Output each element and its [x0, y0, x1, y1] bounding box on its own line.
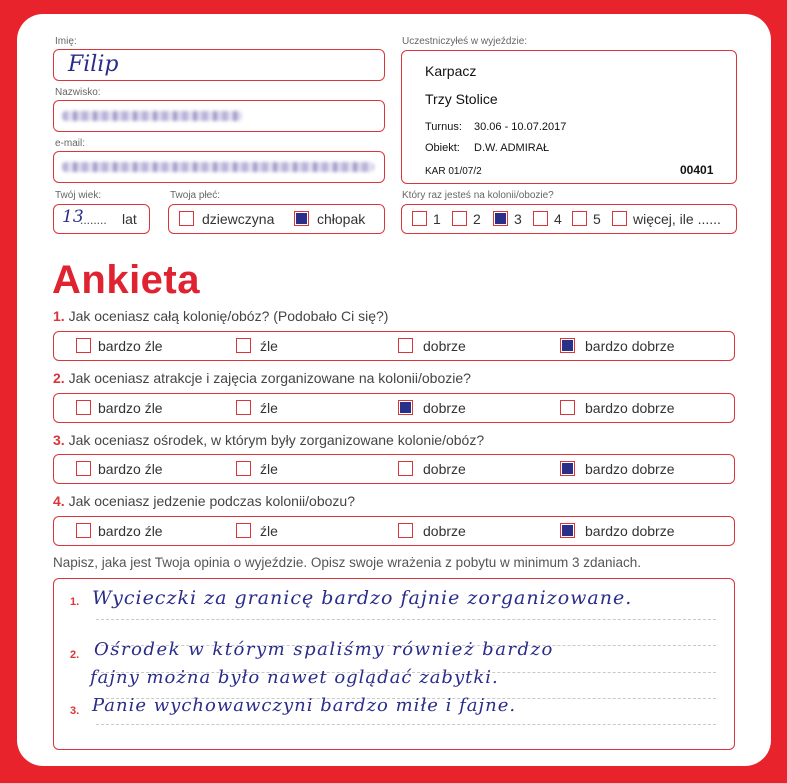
- q2-option-label-1: bardzo źle: [98, 400, 163, 416]
- turnus-label: Turnus:: [425, 121, 462, 133]
- q4-option-bardzo-dobrze[interactable]: [560, 523, 575, 538]
- q3-option-label-4: bardzo dobrze: [585, 461, 675, 477]
- q1-option-label-1: bardzo źle: [98, 338, 163, 354]
- first-name-label: Imię:: [55, 36, 77, 47]
- q3-option-bardzo-zle[interactable]: [76, 461, 91, 476]
- gender-female-checkbox[interactable]: [179, 211, 194, 226]
- q4-option-label-3: dobrze: [423, 523, 466, 539]
- obiekt-value: D.W. ADMIRAŁ: [474, 142, 550, 154]
- q4-option-label-4: bardzo dobrze: [585, 523, 675, 539]
- opinion-line-1-text: Wycieczki za granicę bardzo fajnie zorganizowane.: [92, 587, 633, 609]
- opinion-textarea[interactable]: [53, 578, 735, 750]
- age-dots: ........: [80, 213, 107, 227]
- times-4-label: 4: [554, 211, 562, 227]
- ruler-line-5: [96, 724, 716, 725]
- q4-option-zle[interactable]: [236, 523, 251, 538]
- question-4-number: 4.: [53, 493, 65, 509]
- question-4-options: [53, 516, 735, 546]
- gender-male-checkbox[interactable]: [294, 211, 309, 226]
- q3-option-label-2: źle: [260, 461, 278, 477]
- first-name-value: Filip: [68, 52, 119, 77]
- q1-option-label-3: dobrze: [423, 338, 466, 354]
- q2-option-label-2: źle: [260, 400, 278, 416]
- q3-option-bardzo-dobrze[interactable]: [560, 461, 575, 476]
- question-2-options: [53, 393, 735, 423]
- age-value: 13: [62, 207, 84, 227]
- q4-option-bardzo-zle[interactable]: [76, 523, 91, 538]
- opinion-line-2b-text: fajny można było nawet oglądać zabytki.: [90, 667, 499, 688]
- times-more-label: więcej, ile ......: [633, 211, 721, 227]
- q4-option-label-2: źle: [260, 523, 278, 539]
- times-2-label: 2: [473, 211, 481, 227]
- q2-option-bardzo-zle[interactable]: [76, 400, 91, 415]
- q3-option-zle[interactable]: [236, 461, 251, 476]
- opinion-prompt: Napisz, jaka jest Twoja opinia o wyjeździe. Opisz swoje wrażenia z pobytu w minimum 3 zdaniach.: [53, 555, 642, 570]
- times-4-checkbox[interactable]: [533, 211, 548, 226]
- gender-label: Twoja płeć:: [170, 190, 221, 201]
- trip-code: KAR 01/07/2: [425, 166, 482, 177]
- q1-option-zle[interactable]: [236, 338, 251, 353]
- form-number: 00401: [680, 163, 714, 177]
- question-2-number: 2.: [53, 370, 65, 386]
- q1-option-label-2: źle: [260, 338, 278, 354]
- survey-title: Ankieta: [52, 258, 200, 302]
- question-4: [53, 493, 355, 509]
- q2-option-bardzo-dobrze[interactable]: [560, 400, 575, 415]
- opinion-line-1-number: 1.: [70, 596, 80, 608]
- times-3-label: 3: [514, 211, 522, 227]
- age-unit: lat: [122, 211, 137, 227]
- times-2-checkbox[interactable]: [452, 211, 467, 226]
- times-1-checkbox[interactable]: [412, 211, 427, 226]
- question-3-text: Jak oceniasz ośrodek, w którym były zorganizowane kolonie/obóz?: [68, 432, 485, 448]
- times-5-checkbox[interactable]: [572, 211, 587, 226]
- q4-option-dobrze[interactable]: [398, 523, 413, 538]
- q2-option-zle[interactable]: [236, 400, 251, 415]
- q2-option-label-3: dobrze: [423, 400, 466, 416]
- last-name-label: Nazwisko:: [55, 87, 101, 98]
- q4-option-label-1: bardzo źle: [98, 523, 163, 539]
- q3-option-dobrze[interactable]: [398, 461, 413, 476]
- question-3-options: [53, 454, 735, 484]
- times-field: [401, 204, 737, 234]
- opinion-line-2-text: Ośrodek w którym spaliśmy również bardzo: [94, 639, 554, 660]
- question-1: [53, 308, 388, 324]
- age-label: Twój wiek:: [55, 190, 102, 201]
- q1-option-label-4: bardzo dobrze: [585, 338, 675, 354]
- q3-option-label-3: dobrze: [423, 461, 466, 477]
- ruler-line-1: [96, 619, 716, 620]
- trip-destination: Karpacz: [425, 63, 477, 79]
- question-4-text: Jak oceniasz jedzenie podczas kolonii/obozu?: [68, 493, 355, 509]
- gender-female-label: dziewczyna: [202, 211, 275, 227]
- question-1-number: 1.: [53, 308, 65, 324]
- trip-label: Uczestniczyłeś w wyjeździe:: [402, 36, 528, 47]
- age-field[interactable]: [53, 204, 150, 234]
- last-name-field[interactable]: [53, 100, 385, 132]
- question-1-options: [53, 331, 735, 361]
- gender-field: [168, 204, 385, 234]
- q1-option-bardzo-dobrze[interactable]: [560, 338, 575, 353]
- times-1-label: 1: [433, 211, 441, 227]
- opinion-line-3-text: Panie wychowawczyni bardzo miłe i fajne.: [92, 695, 517, 716]
- email-redacted: [62, 162, 374, 172]
- q1-option-bardzo-zle[interactable]: [76, 338, 91, 353]
- question-3: [53, 432, 484, 448]
- times-3-checkbox[interactable]: [493, 211, 508, 226]
- turnus-value: 30.06 - 10.07.2017: [474, 121, 567, 133]
- opinion-line-3-number: 3.: [70, 705, 80, 717]
- question-1-text: Jak oceniasz całą kolonię/obóz? (Podobało Ci się?): [68, 308, 389, 324]
- q2-option-dobrze[interactable]: [398, 400, 413, 415]
- q3-option-label-1: bardzo źle: [98, 461, 163, 477]
- first-name-field[interactable]: [53, 49, 385, 81]
- q1-option-dobrze[interactable]: [398, 338, 413, 353]
- trip-name: Trzy Stolice: [425, 91, 498, 107]
- survey-form: [17, 14, 771, 766]
- trip-box: [401, 50, 737, 184]
- email-field[interactable]: [53, 151, 385, 183]
- email-label: e-mail:: [55, 138, 86, 149]
- question-3-number: 3.: [53, 432, 65, 448]
- times-more-checkbox[interactable]: [612, 211, 627, 226]
- obiekt-label: Obiekt:: [425, 142, 460, 154]
- question-2: [53, 370, 471, 386]
- opinion-line-2-number: 2.: [70, 649, 80, 661]
- question-2-text: Jak oceniasz atrakcje i zajęcia zorganizowane na kolonii/obozie?: [68, 370, 471, 386]
- gender-male-label: chłopak: [317, 211, 366, 227]
- times-label: Który raz jesteś na kolonii/obozie?: [402, 190, 554, 201]
- times-5-label: 5: [593, 211, 601, 227]
- q2-option-label-4: bardzo dobrze: [585, 400, 675, 416]
- last-name-redacted: [62, 111, 242, 121]
